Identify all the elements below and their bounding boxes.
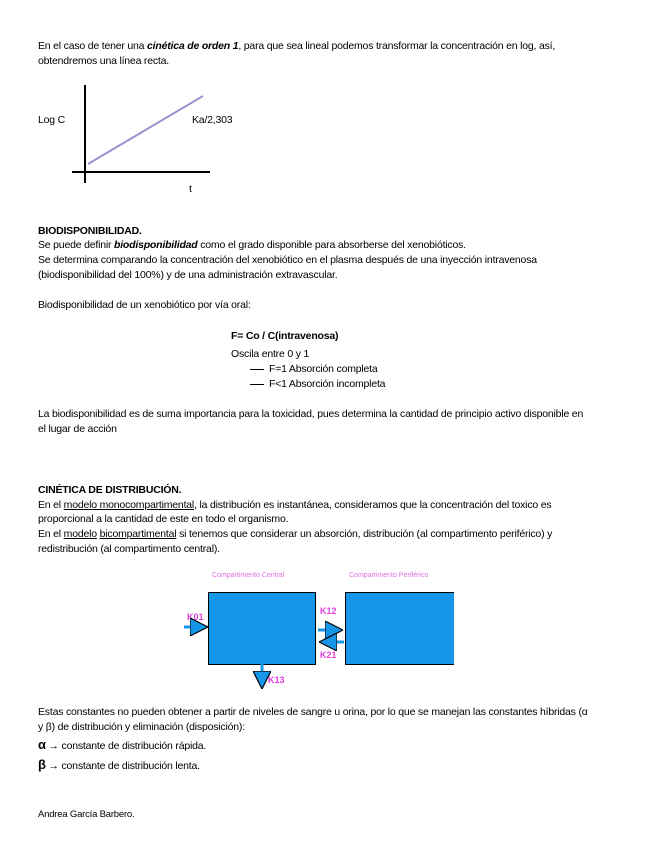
bio-range: Oscila entre 0 y 1 <box>231 348 310 360</box>
dist-line-3: En el modelo bicompartimental si tenemos que considerar un absorción, distribución (al compartimento periférico) y <box>38 528 553 540</box>
bio-line-3: (biodisponibilidad del 100%) y de una administración extravascular. <box>38 269 338 281</box>
graph-slope-label: Ka/2,303 <box>192 114 233 126</box>
k01-label: K01 <box>187 612 204 622</box>
intro-line-1: En el caso de tener una cinética de orden 1, para que sea lineal podemos transformar la concentración en log, así, <box>38 40 556 52</box>
central-compartment-label: Compartimento Central <box>212 572 285 579</box>
dash-icon <box>250 369 264 370</box>
bio-importance-2: el lugar de acción <box>38 423 117 435</box>
bio-oral: Biodisponibilidad de un xenobiótico por vía oral: <box>38 299 251 311</box>
graph-line <box>88 96 203 164</box>
dist-line-1: En el modelo monocompartimental, la distribución es instantánea, consideramos que la concentración del toxico es <box>38 499 552 511</box>
graph-x-label: t <box>189 183 192 195</box>
k13-label: K13 <box>268 675 285 685</box>
k21-label: K21 <box>320 650 337 660</box>
peripheral-compartment-box <box>345 592 454 665</box>
peripheral-compartment-label: Compartimento Periférico <box>349 572 429 579</box>
hybrid-line-1: Estas constantes no pueden obtener a partir de niveles de sangre u orina, por lo que se manejan las constantes híbridas (α <box>38 706 588 718</box>
author: Andrea García Barbero. <box>38 809 135 820</box>
bio-importance-1: La biodisponibilidad es de suma importancia para la toxicidad, pues determina la cantidad de principio activo disponible en <box>38 408 584 420</box>
diagram-arrows <box>180 600 360 695</box>
hybrid-line-2: y β) de distribución y eliminación (disposición): <box>38 721 245 733</box>
beta-row: β → constante de distribución lenta. <box>38 757 200 772</box>
bio-heading: BIODISPONIBILIDAD. <box>38 225 142 237</box>
bio-line-2: Se determina comparando la concentración del xenobiótico en el plasma después de una inyección intravenosa <box>38 254 537 266</box>
log-c-graph <box>60 80 220 190</box>
beta-symbol: β <box>38 757 46 772</box>
dist-line-4: redistribución (al compartimento central). <box>38 543 220 555</box>
k12-label: K12 <box>320 606 337 616</box>
bio-line-1: Se puede definir biodisponibilidad como el grado disponible para absorberse del xenobióticos. <box>38 239 466 251</box>
dash-icon <box>250 384 264 385</box>
alpha-symbol: α <box>38 737 46 752</box>
alpha-row: α → constante de distribución rápida. <box>38 737 207 752</box>
intro-line-2: obtendremos una línea recta. <box>38 55 169 67</box>
bio-formula: F= Co / C(intravenosa) <box>231 330 339 342</box>
dist-heading: CINÉTICA DE DISTRIBUCIÓN. <box>38 484 182 496</box>
bio-item-2: F<1 Absorción incompleta <box>250 378 385 390</box>
bio-item-1: F=1 Absorción completa <box>250 363 378 375</box>
dist-line-2: proporcional a la cantidad de este en todo el organismo. <box>38 513 289 525</box>
graph-y-label: Log C <box>38 114 66 126</box>
